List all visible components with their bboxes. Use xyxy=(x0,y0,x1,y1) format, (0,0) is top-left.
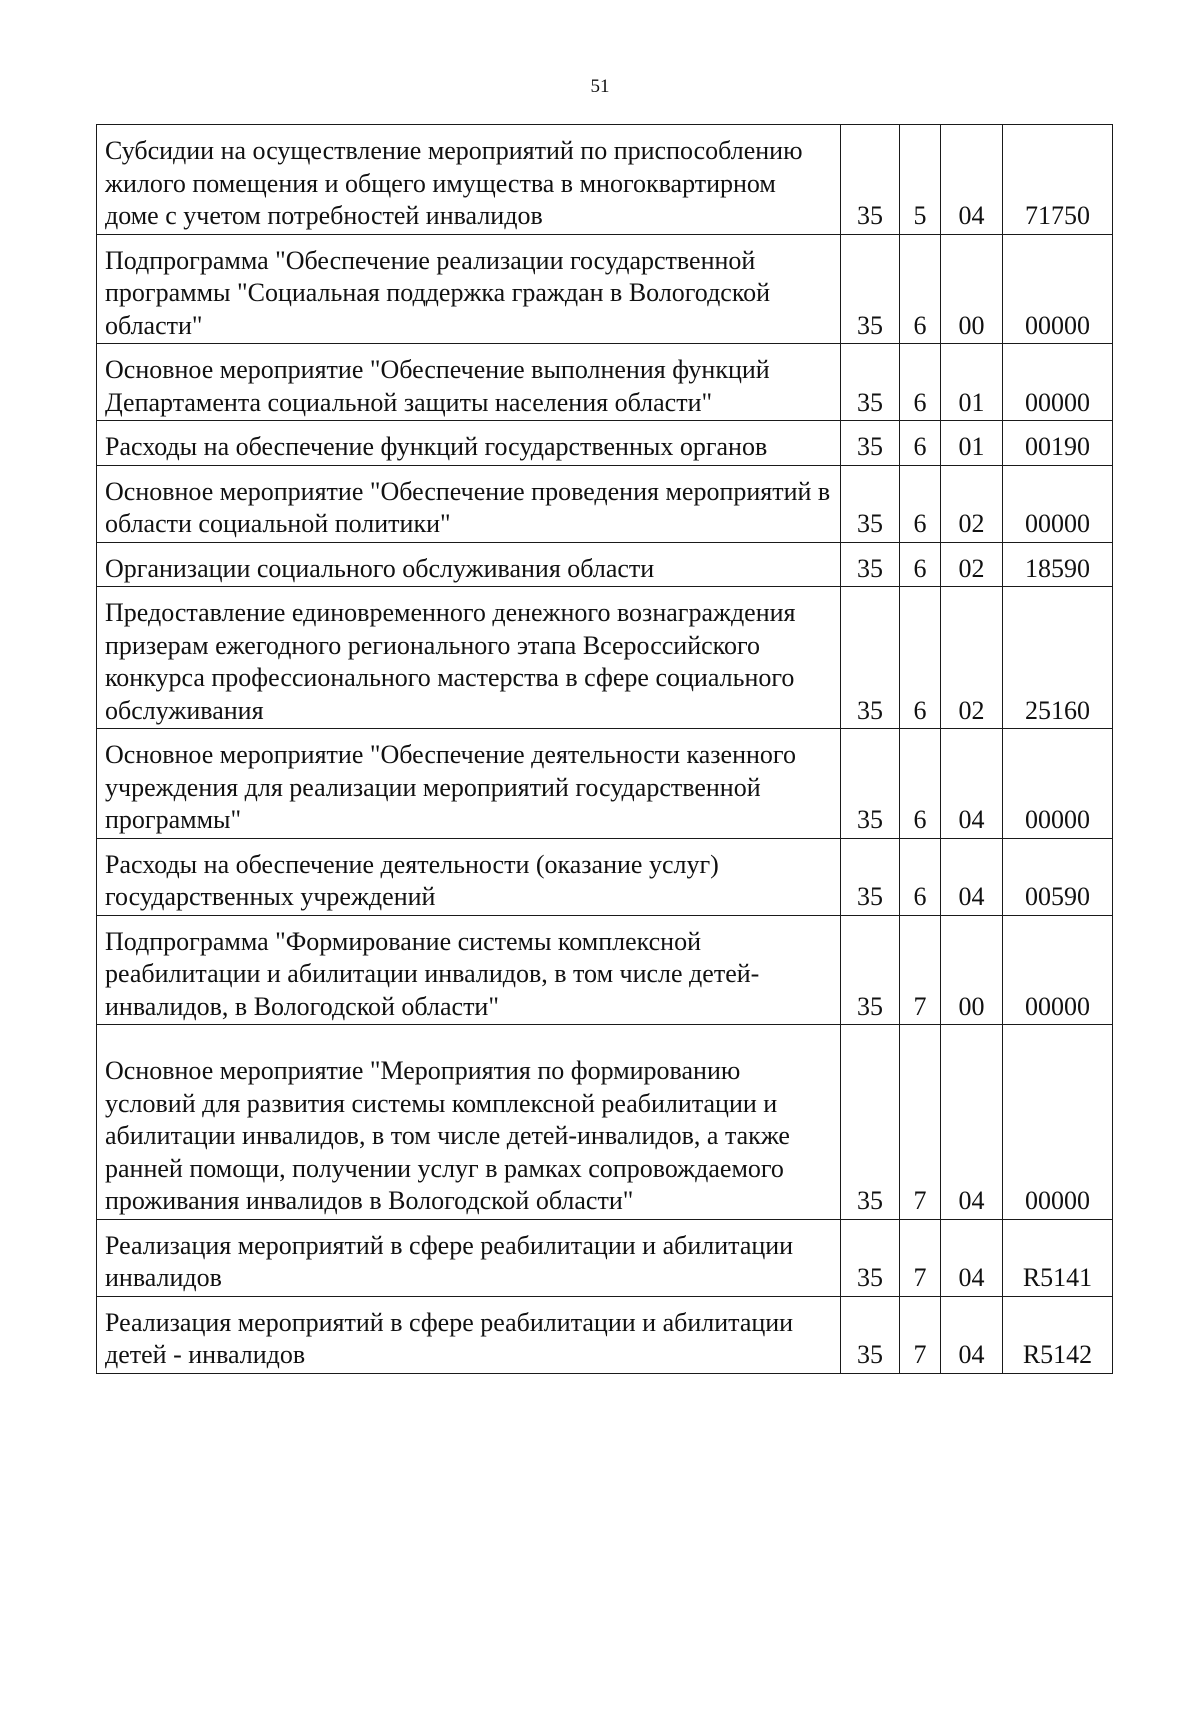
program-code-cell: 35 xyxy=(841,344,900,421)
table-row xyxy=(97,1219,1113,1296)
program-code-cell: 35 xyxy=(841,838,900,915)
measure-code-cell: 01 xyxy=(941,344,1003,421)
measure-code-cell: 02 xyxy=(941,465,1003,542)
measure-code-cell: 04 xyxy=(941,1219,1003,1296)
measure-code-cell: 00 xyxy=(941,915,1003,1025)
program-code-cell: 35 xyxy=(841,234,900,344)
expense-code-cell: 00000 xyxy=(1003,915,1113,1025)
subprogram-code-cell: 7 xyxy=(900,1219,941,1296)
measure-code-cell: 04 xyxy=(941,838,1003,915)
expense-code-cell: 00590 xyxy=(1003,838,1113,915)
subprogram-code-cell: 6 xyxy=(900,421,941,466)
program-code-cell: 35 xyxy=(841,421,900,466)
subprogram-code-cell: 6 xyxy=(900,344,941,421)
row-name-cell: Подпрограмма "Обеспечение реализации государственной программы "Социальная поддержка граждан в Вологодской области" xyxy=(97,234,841,344)
row-name-cell: Организации социального обслуживания области xyxy=(97,542,841,587)
subprogram-code-cell: 7 xyxy=(900,1296,941,1373)
expense-code-cell: 71750 xyxy=(1003,125,1113,235)
expense-code-cell: R5141 xyxy=(1003,1219,1113,1296)
program-code-cell: 35 xyxy=(841,1025,900,1220)
table-row xyxy=(97,542,1113,587)
expense-code-cell: 00000 xyxy=(1003,234,1113,344)
subprogram-code-cell: 7 xyxy=(900,915,941,1025)
subprogram-code-cell: 6 xyxy=(900,465,941,542)
program-code-cell: 35 xyxy=(841,587,900,729)
expense-code-cell: 00000 xyxy=(1003,465,1113,542)
expense-code-cell: 00000 xyxy=(1003,729,1113,839)
program-code-cell: 35 xyxy=(841,125,900,235)
table-row xyxy=(97,838,1113,915)
table-row xyxy=(97,587,1113,729)
measure-code-cell: 04 xyxy=(941,1296,1003,1373)
expense-code-cell: 00000 xyxy=(1003,344,1113,421)
row-name-cell: Предоставление единовременного денежного вознаграждения призерам ежегодного регионального этапа Всероссийского конкурса профессионального мастерства в сфере социального обслуживания xyxy=(97,587,841,729)
row-name-cell: Расходы на обеспечение деятельности (оказание услуг) государственных учреждений xyxy=(97,838,841,915)
measure-code-cell: 00 xyxy=(941,234,1003,344)
measure-code-cell: 04 xyxy=(941,125,1003,235)
measure-code-cell: 02 xyxy=(941,542,1003,587)
row-name-cell: Основное мероприятие "Обеспечение проведения мероприятий в области социальной политики" xyxy=(97,465,841,542)
subprogram-code-cell: 6 xyxy=(900,587,941,729)
row-name-text: Основное мероприятие "Мероприятия по формированию условий для развития системы комплексной реабилитации и абилитации инвалидов, в том числе детей-инвалидов, а также ранней помощи, получении услуг в рамках сопровождаемого проживания инвалидов в Вологодской области" xyxy=(105,1056,790,1215)
program-code-cell: 35 xyxy=(841,1219,900,1296)
subprogram-code-cell: 6 xyxy=(900,234,941,344)
table-row xyxy=(97,421,1113,466)
subprogram-code-cell: 7 xyxy=(900,1025,941,1220)
row-name-cell: Реализация мероприятий в сфере реабилитации и абилитации детей - инвалидов xyxy=(97,1296,841,1373)
row-name-cell: Расходы на обеспечение функций государственных органов xyxy=(97,421,841,466)
table-row xyxy=(97,125,1113,235)
budget-classification-table xyxy=(96,124,1113,1374)
program-code-cell: 35 xyxy=(841,465,900,542)
program-code-cell: 35 xyxy=(841,1296,900,1373)
measure-code-cell: 04 xyxy=(941,729,1003,839)
subprogram-code-cell: 6 xyxy=(900,838,941,915)
measure-code-cell: 02 xyxy=(941,587,1003,729)
expense-code-cell: 18590 xyxy=(1003,542,1113,587)
program-code-cell: 35 xyxy=(841,542,900,587)
expense-code-cell: 25160 xyxy=(1003,587,1113,729)
table-row xyxy=(97,1025,1113,1220)
expense-code-cell: 00000 xyxy=(1003,1025,1113,1220)
row-name-cell: Основное мероприятие "Обеспечение выполнения функций Департамента социальной защиты населения области" xyxy=(97,344,841,421)
program-code-cell: 35 xyxy=(841,729,900,839)
subprogram-code-cell: 6 xyxy=(900,729,941,839)
table-row xyxy=(97,234,1113,344)
measure-code-cell: 04 xyxy=(941,1025,1003,1220)
subprogram-code-cell: 5 xyxy=(900,125,941,235)
program-code-cell: 35 xyxy=(841,915,900,1025)
row-name-cell xyxy=(97,1025,841,1220)
table-row xyxy=(97,915,1113,1025)
expense-code-cell: 00190 xyxy=(1003,421,1113,466)
table-row xyxy=(97,729,1113,839)
row-name-cell: Субсидии на осуществление мероприятий по приспособлению жилого помещения и общего имущества в многоквартирном доме с учетом потребностей инвалидов xyxy=(97,125,841,235)
row-name-cell: Основное мероприятие "Обеспечение деятельности казенного учреждения для реализации мероприятий государственной программы" xyxy=(97,729,841,839)
subprogram-code-cell: 6 xyxy=(900,542,941,587)
measure-code-cell: 01 xyxy=(941,421,1003,466)
table-row xyxy=(97,465,1113,542)
row-name-cell: Реализация мероприятий в сфере реабилитации и абилитации инвалидов xyxy=(97,1219,841,1296)
table-row xyxy=(97,1296,1113,1373)
table-row xyxy=(97,344,1113,421)
page-number: 51 xyxy=(590,76,610,97)
row-name-cell: Подпрограмма "Формирование системы комплексной реабилитации и абилитации инвалидов, в том числе детей-инвалидов, в Вологодской области" xyxy=(97,915,841,1025)
expense-code-cell: R5142 xyxy=(1003,1296,1113,1373)
